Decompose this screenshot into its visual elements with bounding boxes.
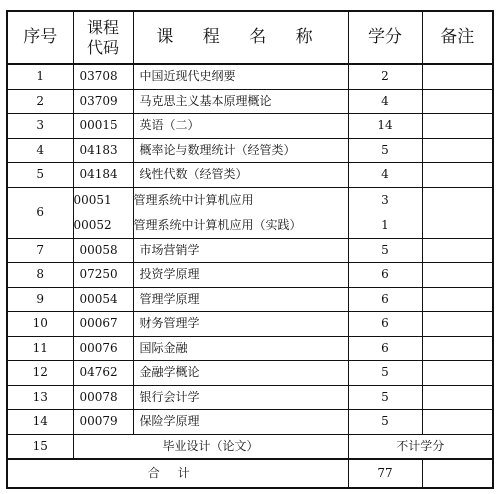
table-row xyxy=(7,89,493,114)
code-cell: 04184 xyxy=(73,163,133,188)
name-cell: 投资学原理 xyxy=(133,263,348,288)
credit-cell: 5 xyxy=(348,410,422,435)
credit-cell-sub: 3 xyxy=(381,192,389,207)
header-code xyxy=(73,11,133,64)
seq-cell: 14 xyxy=(7,410,73,435)
table-row xyxy=(7,287,493,312)
thesis-name-cell: 毕业设计（论文） xyxy=(73,434,348,459)
header-code-line2: 代码 xyxy=(86,37,119,57)
credit-cell: 5 xyxy=(348,138,422,163)
total-row xyxy=(7,459,493,488)
code-cell: 00079 xyxy=(73,410,133,435)
code-cell-sub: 00052 xyxy=(73,217,112,232)
note-cell xyxy=(422,64,493,89)
note-cell xyxy=(422,287,493,312)
thesis-credit-note-cell: 不计学分 xyxy=(348,434,493,459)
credit-cell xyxy=(348,187,422,238)
seq-cell: 10 xyxy=(7,312,73,337)
seq-cell: 8 xyxy=(7,263,73,288)
name-cell: 管理学原理 xyxy=(133,287,348,312)
note-cell xyxy=(422,163,493,188)
table-row xyxy=(7,312,493,337)
code-cell: 00067 xyxy=(73,312,133,337)
code-cell: 04762 xyxy=(73,361,133,386)
header-code-line1: 课程 xyxy=(86,17,119,37)
credit-cell: 4 xyxy=(348,163,422,188)
note-cell xyxy=(422,336,493,361)
seq-cell: 9 xyxy=(7,287,73,312)
code-cell: 00054 xyxy=(73,287,133,312)
header-note: 备注 xyxy=(422,11,493,64)
credit-cell: 5 xyxy=(348,361,422,386)
seq-cell: 1 xyxy=(7,64,73,89)
seq-cell: 11 xyxy=(7,336,73,361)
table-row xyxy=(7,263,493,288)
seq-cell: 4 xyxy=(7,138,73,163)
note-cell xyxy=(422,238,493,263)
code-cell: 03709 xyxy=(73,89,133,114)
name-cell: 马克思主义基本原理概论 xyxy=(133,89,348,114)
name-cell: 英语（二） xyxy=(133,114,348,139)
credit-cell-sub: 1 xyxy=(381,217,389,232)
table-row xyxy=(7,361,493,386)
seq-cell: 6 xyxy=(7,187,73,238)
name-cell xyxy=(133,187,348,238)
name-cell: 中国近现代史纲要 xyxy=(133,64,348,89)
note-cell xyxy=(422,89,493,114)
seq-cell: 15 xyxy=(7,434,73,459)
name-cell: 国际金融 xyxy=(133,336,348,361)
credit-cell: 5 xyxy=(348,385,422,410)
note-cell xyxy=(422,312,493,337)
thesis-row xyxy=(7,434,493,459)
code-cell: 00078 xyxy=(73,385,133,410)
header-credit: 学分 xyxy=(348,11,422,64)
note-cell xyxy=(422,410,493,435)
header-name: 课 程 名 称 xyxy=(133,11,348,64)
code-cell xyxy=(73,187,133,238)
credit-cell: 2 xyxy=(348,64,422,89)
code-cell: 00058 xyxy=(73,238,133,263)
name-cell-sub: 管理系统中计算机应用 xyxy=(133,192,254,207)
total-note-cell xyxy=(422,459,493,488)
header-row xyxy=(7,11,493,64)
credit-cell: 5 xyxy=(348,238,422,263)
seq-cell: 5 xyxy=(7,163,73,188)
table-row xyxy=(7,114,493,139)
name-cell: 市场营销学 xyxy=(133,238,348,263)
table-body xyxy=(7,64,493,488)
credit-cell: 4 xyxy=(348,89,422,114)
note-cell xyxy=(422,138,493,163)
note-cell xyxy=(422,187,493,238)
credit-cell: 6 xyxy=(348,263,422,288)
note-cell xyxy=(422,114,493,139)
credit-cell: 6 xyxy=(348,287,422,312)
seq-cell: 13 xyxy=(7,385,73,410)
credit-cell: 14 xyxy=(348,114,422,139)
note-cell xyxy=(422,385,493,410)
table-row-merged xyxy=(7,187,493,238)
credit-cell: 6 xyxy=(348,336,422,361)
note-cell xyxy=(422,361,493,386)
table-row xyxy=(7,138,493,163)
name-cell: 金融学概论 xyxy=(133,361,348,386)
name-cell: 线性代数（经管类） xyxy=(133,163,348,188)
note-cell xyxy=(422,263,493,288)
table-row xyxy=(7,163,493,188)
name-cell: 银行会计学 xyxy=(133,385,348,410)
name-cell-sub: 管理系统中计算机应用（实践） xyxy=(133,217,302,232)
name-cell: 概率论与数理统计（经管类） xyxy=(133,138,348,163)
seq-cell: 7 xyxy=(7,238,73,263)
seq-cell: 12 xyxy=(7,361,73,386)
name-cell: 保险学原理 xyxy=(133,410,348,435)
header-seq: 序号 xyxy=(7,11,73,64)
seq-cell: 2 xyxy=(7,89,73,114)
total-value-cell: 77 xyxy=(348,459,422,488)
course-credit-table xyxy=(6,10,494,489)
table-row xyxy=(7,238,493,263)
table-row xyxy=(7,64,493,89)
code-cell: 07250 xyxy=(73,263,133,288)
table-row xyxy=(7,410,493,435)
code-cell: 00076 xyxy=(73,336,133,361)
code-cell: 00015 xyxy=(73,114,133,139)
table-row xyxy=(7,336,493,361)
seq-cell: 3 xyxy=(7,114,73,139)
code-cell: 04183 xyxy=(73,138,133,163)
credit-cell: 6 xyxy=(348,312,422,337)
code-cell: 03708 xyxy=(73,64,133,89)
total-label-cell: 合计 xyxy=(7,459,348,488)
code-cell-sub: 00051 xyxy=(73,192,112,207)
table-row xyxy=(7,385,493,410)
name-cell: 财务管理学 xyxy=(133,312,348,337)
